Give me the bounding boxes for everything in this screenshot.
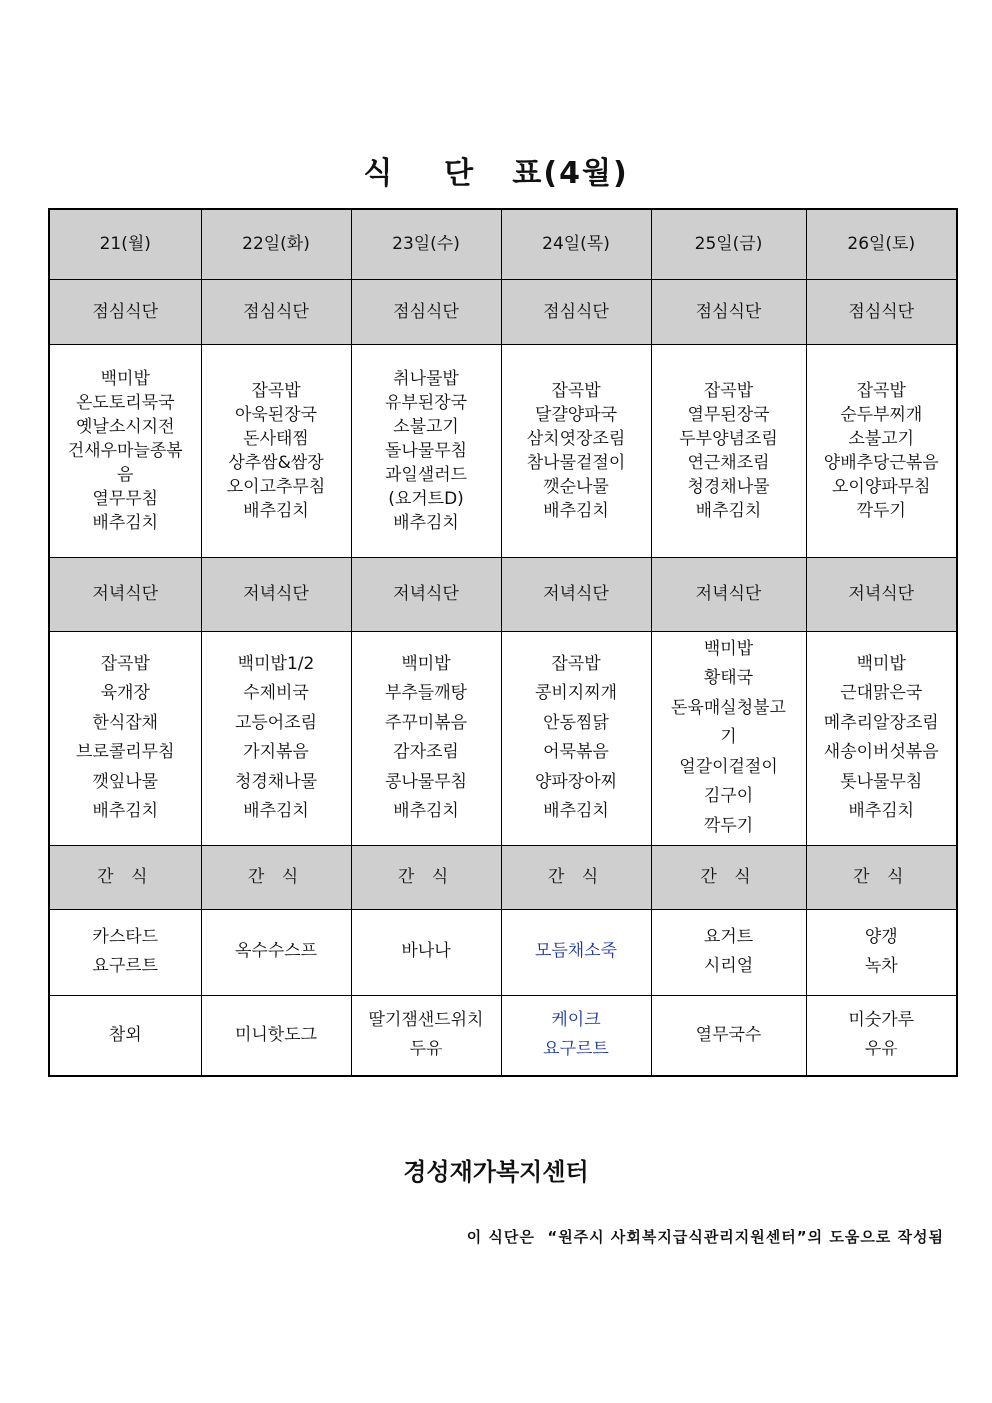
lunch-label-row: [49, 279, 957, 344]
day-header-row: [49, 209, 957, 279]
day-header: 21(월): [49, 209, 201, 279]
dinner-menu-cell: [651, 631, 806, 845]
snack-label: 간 식: [201, 845, 351, 909]
menu-item: 배추김치: [543, 801, 609, 821]
menu-item: 메추리알장조림: [823, 712, 939, 733]
snack-cell: [651, 909, 806, 995]
menu-item: 시리얼: [703, 956, 754, 976]
menu-item: 부추들깨탕: [384, 683, 468, 703]
dinner-menu-cell: [806, 631, 957, 845]
snack-cell: [806, 995, 957, 1076]
menu-item: 돈육매실청불고: [671, 697, 786, 718]
menu-item: 요거트: [703, 926, 754, 947]
menu-item: 백미밥1/2: [237, 653, 315, 674]
menu-item: 돌나물무침: [384, 440, 468, 461]
menu-item: 요구르트: [543, 1039, 609, 1060]
snack-label: 간 식: [501, 845, 651, 909]
menu-item: 과일샐러드: [384, 464, 468, 485]
lunch-label: 점심식단: [806, 279, 957, 344]
meal-plan-table: [48, 208, 958, 1077]
menu-item: 김구이: [703, 786, 754, 807]
menu-item: 열무국수: [695, 1024, 762, 1045]
menu-item: 배추김치: [393, 801, 459, 821]
menu-item: 배추김치: [243, 500, 309, 521]
menu-item: 배추김치: [393, 512, 459, 533]
menu-item: 두유: [409, 1039, 443, 1060]
menu-item: 주꾸미볶음: [384, 712, 468, 733]
lunch-menu-cell: [651, 344, 806, 557]
footnote: 이 식단은 “원주시 사회복지급식관리지원센터”의 도움으로 작성됨: [466, 1228, 944, 1246]
dinner-menu-cell: [49, 631, 201, 845]
menu-item: 청경채나물: [234, 771, 318, 792]
dinner-label: 저녁식단: [351, 557, 501, 631]
menu-item: 유부된장국: [384, 392, 468, 413]
menu-item: 배추김치: [543, 500, 609, 521]
page-title: 식 단 표(4월): [363, 156, 629, 191]
menu-item: 온도토리묵국: [75, 392, 175, 413]
menu-item: 순두부찌개: [840, 404, 923, 425]
snack-cell: [501, 995, 651, 1076]
menu-item: 어묵볶음: [543, 742, 609, 762]
menu-item: 황태국: [703, 668, 754, 689]
lunch-menu-cell: [351, 344, 501, 557]
lunch-menu-cell: [806, 344, 957, 557]
menu-item: 고등어조림: [234, 712, 318, 733]
menu-item: 깍두기: [856, 500, 906, 521]
menu-item: 잡곡밥: [100, 653, 150, 674]
snack-cell: [49, 909, 201, 995]
snack-label: 간 식: [806, 845, 957, 909]
menu-item: 배추김치: [92, 512, 159, 533]
menu-item: 잡곡밥: [856, 380, 906, 401]
center-name: 경성재가복지센터: [403, 1158, 589, 1186]
menu-item: 양파장아찌: [534, 771, 618, 792]
dinner-label: 저녁식단: [651, 557, 806, 631]
lunch-label: 점심식단: [651, 279, 806, 344]
lunch-label: 점심식단: [351, 279, 501, 344]
menu-item: 케이크: [551, 1009, 601, 1030]
menu-item: 옛날소시지전: [75, 416, 175, 437]
menu-item: 옥수수스프: [234, 941, 318, 962]
dinner-label: 저녁식단: [201, 557, 351, 631]
menu-item: (요거트D): [388, 488, 464, 509]
lunch-label: 점심식단: [501, 279, 651, 344]
menu-item: 미니핫도그: [234, 1024, 318, 1045]
dinner-label: 저녁식단: [806, 557, 957, 631]
menu-item: 잡곡밥: [551, 380, 601, 401]
day-header: 26일(토): [806, 209, 957, 279]
menu-item: 톳나물무침: [840, 771, 923, 792]
snack-cell: [351, 909, 501, 995]
menu-item: 녹차: [864, 956, 898, 976]
menu-item: 백미밥: [401, 653, 451, 674]
snack-label: 간 식: [651, 845, 806, 909]
menu-item: 브로콜리무침: [75, 742, 175, 762]
menu-item: 요구르트: [92, 956, 159, 976]
menu-item: 안동찜닭: [543, 712, 609, 733]
snack-row-1: [49, 909, 957, 995]
menu-item: 음: [117, 464, 134, 485]
menu-item: 미숫가루: [848, 1009, 915, 1030]
snack-cell: [49, 995, 201, 1076]
snack-cell: [201, 909, 351, 995]
day-header: 22일(화): [201, 209, 351, 279]
menu-item: 달걀양파국: [534, 404, 618, 425]
menu-item: 건새우마늘종볶: [67, 440, 183, 461]
snack-cell: [201, 995, 351, 1076]
menu-item: 삼치엿장조림: [526, 428, 626, 449]
snack-cell: [351, 995, 501, 1076]
snack-label-row: [49, 845, 957, 909]
snack-row-2: [49, 995, 957, 1076]
menu-item: 소불고기: [848, 428, 915, 449]
menu-item: 배추김치: [695, 500, 762, 521]
day-header: 25일(금): [651, 209, 806, 279]
menu-item: 깍두기: [703, 815, 754, 836]
menu-item: 두부양념조림: [679, 428, 778, 449]
menu-item: 콩비지찌개: [534, 683, 618, 703]
menu-item: 오이고추무침: [226, 476, 326, 497]
menu-item: 얼갈이겉절이: [679, 756, 778, 777]
lunch-menu-cell: [49, 344, 201, 557]
menu-item: 참나물겉절이: [526, 452, 626, 473]
dinner-menu-cell: [501, 631, 651, 845]
menu-item: 배추김치: [848, 801, 915, 821]
menu-item: 열무된장국: [687, 404, 770, 425]
menu-item: 소불고기: [393, 416, 459, 437]
lunch-label: 점심식단: [49, 279, 201, 344]
lunch-menu-cell: [501, 344, 651, 557]
menu-item: 잡곡밥: [703, 380, 754, 401]
menu-item: 상추쌈&쌈장: [228, 452, 324, 473]
dinner-menu-cell: [351, 631, 501, 845]
dinner-menu-cell: [201, 631, 351, 845]
menu-item: 청경채나물: [687, 476, 770, 497]
menu-item: 모듬채소죽: [534, 941, 618, 962]
day-header: 23일(수): [351, 209, 501, 279]
lunch-menu-cell: [201, 344, 351, 557]
menu-item: 바나나: [401, 941, 451, 962]
menu-item: 가지볶음: [243, 742, 309, 762]
dinner-row: [49, 631, 957, 845]
menu-item: 백미밥: [703, 638, 754, 659]
menu-item: 육개장: [100, 683, 150, 703]
menu-item: 딸기잼샌드위치: [368, 1009, 484, 1030]
menu-item: 수제비국: [243, 683, 309, 703]
dinner-label-row: [49, 557, 957, 631]
menu-item: 배추김치: [243, 801, 309, 821]
menu-item: 연근채조림: [687, 452, 770, 473]
lunch-label: 점심식단: [201, 279, 351, 344]
lunch-row: [49, 344, 957, 557]
menu-item: 참외: [108, 1024, 142, 1045]
menu-item: 잡곡밥: [551, 653, 601, 674]
menu-item: 오이양파무침: [831, 476, 931, 497]
dinner-label: 저녁식단: [501, 557, 651, 631]
menu-item: 양배추당근볶음: [823, 452, 939, 473]
menu-item: 새송이버섯볶음: [823, 742, 939, 762]
menu-item: 깻잎나물: [92, 771, 159, 792]
menu-item: 백미밥: [100, 368, 150, 389]
menu-item: 배추김치: [92, 801, 159, 821]
menu-item: 한식잡채: [92, 712, 159, 733]
menu-item: 우유: [864, 1039, 898, 1060]
snack-cell: [651, 995, 806, 1076]
menu-item: 깻순나물: [543, 476, 609, 497]
menu-item: 돈사태찜: [243, 428, 309, 449]
menu-item: 취나물밥: [393, 368, 459, 389]
snack-cell: [806, 909, 957, 995]
day-header: 24일(목): [501, 209, 651, 279]
menu-item: 양갱: [864, 926, 898, 947]
menu-item: 카스타드: [92, 926, 159, 947]
menu-item: 근대맑은국: [840, 683, 923, 703]
snack-label: 간 식: [351, 845, 501, 909]
menu-item: 감자조림: [393, 742, 459, 762]
menu-item: 콩나물무침: [384, 771, 468, 792]
menu-item: 열무무침: [92, 488, 159, 509]
menu-item: 기: [720, 727, 737, 748]
snack-label: 간 식: [49, 845, 201, 909]
menu-item: 백미밥: [856, 653, 906, 674]
snack-cell: [501, 909, 651, 995]
menu-item: 아욱된장국: [234, 404, 318, 425]
dinner-label: 저녁식단: [49, 557, 201, 631]
menu-item: 잡곡밥: [251, 380, 301, 401]
